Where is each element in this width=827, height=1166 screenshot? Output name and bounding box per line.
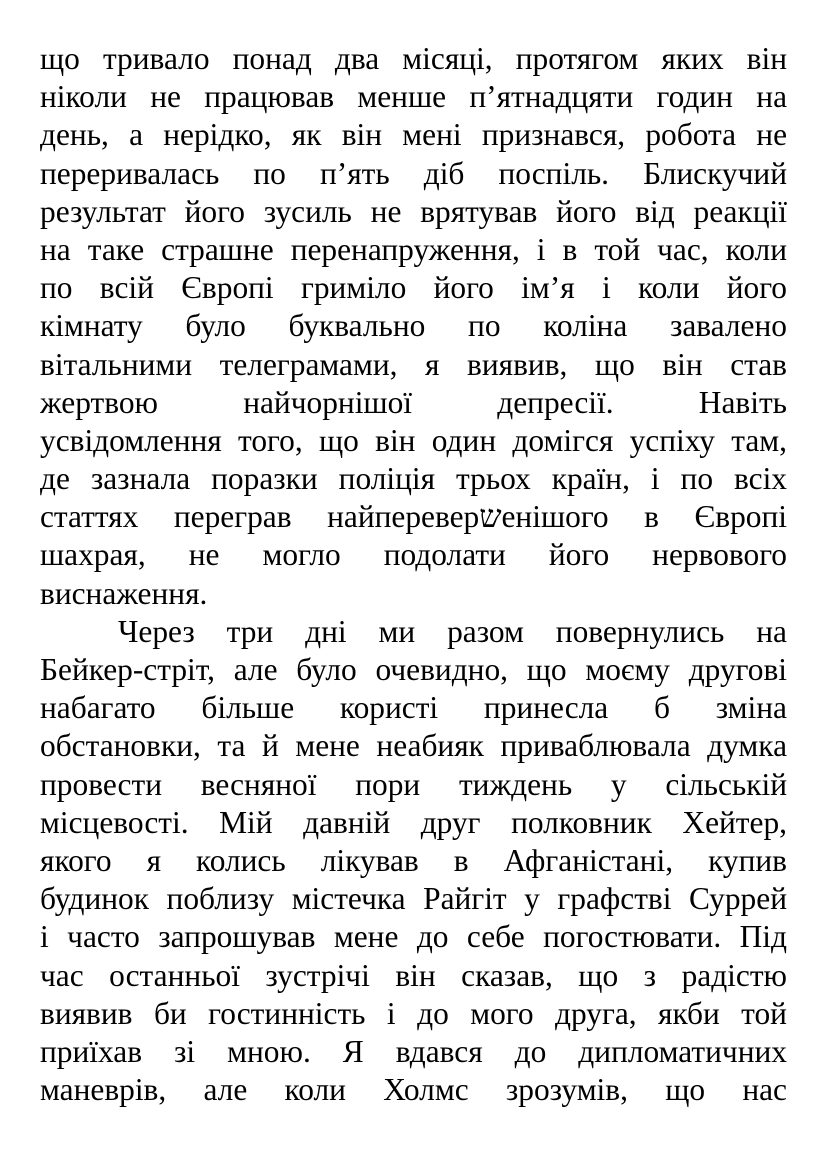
text-line: місцевості. Мій давній друг полковник Хейтер, [40,804,787,840]
text-line: жертвою найчорнішої депресії. Навіть [40,384,787,420]
text-line: шахрая, не могло подолати його нервового [40,537,787,573]
text-line: переривалась по п’ять діб поспіль. Блискучий [40,155,787,191]
paragraph-first-line: Через три дні ми разом повернулись на [118,613,787,649]
text-line: приїхав зі мною. Я вдався до дипломатичних [40,1033,787,1069]
text-line: на таке страшне перенапруження, і в той час, коли [40,231,787,267]
text-line: по всій Європі гриміло його ім’я і коли його [40,270,787,306]
text-line: маневрів, але коли Холмс зрозумів, що нас [40,1072,787,1108]
text-line: обстановки, та й мене неабияк приваблювала думка [40,728,787,764]
text-line: виявив би гостинність і до мого друга, якби той [40,995,787,1031]
text-line: час останньої зустрічі він сказав, що з радістю [40,957,787,993]
text-line: статтях переграв найпереверשенішого в Європі [40,499,787,535]
text-line: що тривало понад два місяці, протягом яких він [40,41,787,76]
text-line: усвідомлення того, що він один домігся успіху там, [40,422,787,458]
text-line: Бейкер-стріт, але було очевидно, що моєму другові [40,652,787,687]
text-line: будинок поблизу містечка Райгіт у графстві Суррей [40,881,787,917]
text-line: якого я колись лікував в Афганістані, купив [40,842,787,878]
paragraph-end-line: виснаження. [40,575,208,611]
text-line: провести весняної пори тиждень у сільській [40,766,787,802]
text-block [40,40,787,1109]
text-line: набагато більше користі принесла б зміна [40,690,787,726]
text-line: де зазнала поразки поліція трьох країн, і по всіх [40,461,787,497]
text-line: ніколи не працював менше п’ятнадцяти годин на [40,79,787,115]
text-line: і часто запрошував мене до себе погостювати. Під [40,919,787,955]
text-line: день, а нерідко, як він мені признався, робота не [40,117,787,153]
text-line: кімнату було буквально по коліна завалено [40,308,787,344]
text-line: результат його зусиль не врятував його від реакції [40,193,787,229]
text-line: вітальними телеграмами, я виявив, що він став [40,346,787,382]
